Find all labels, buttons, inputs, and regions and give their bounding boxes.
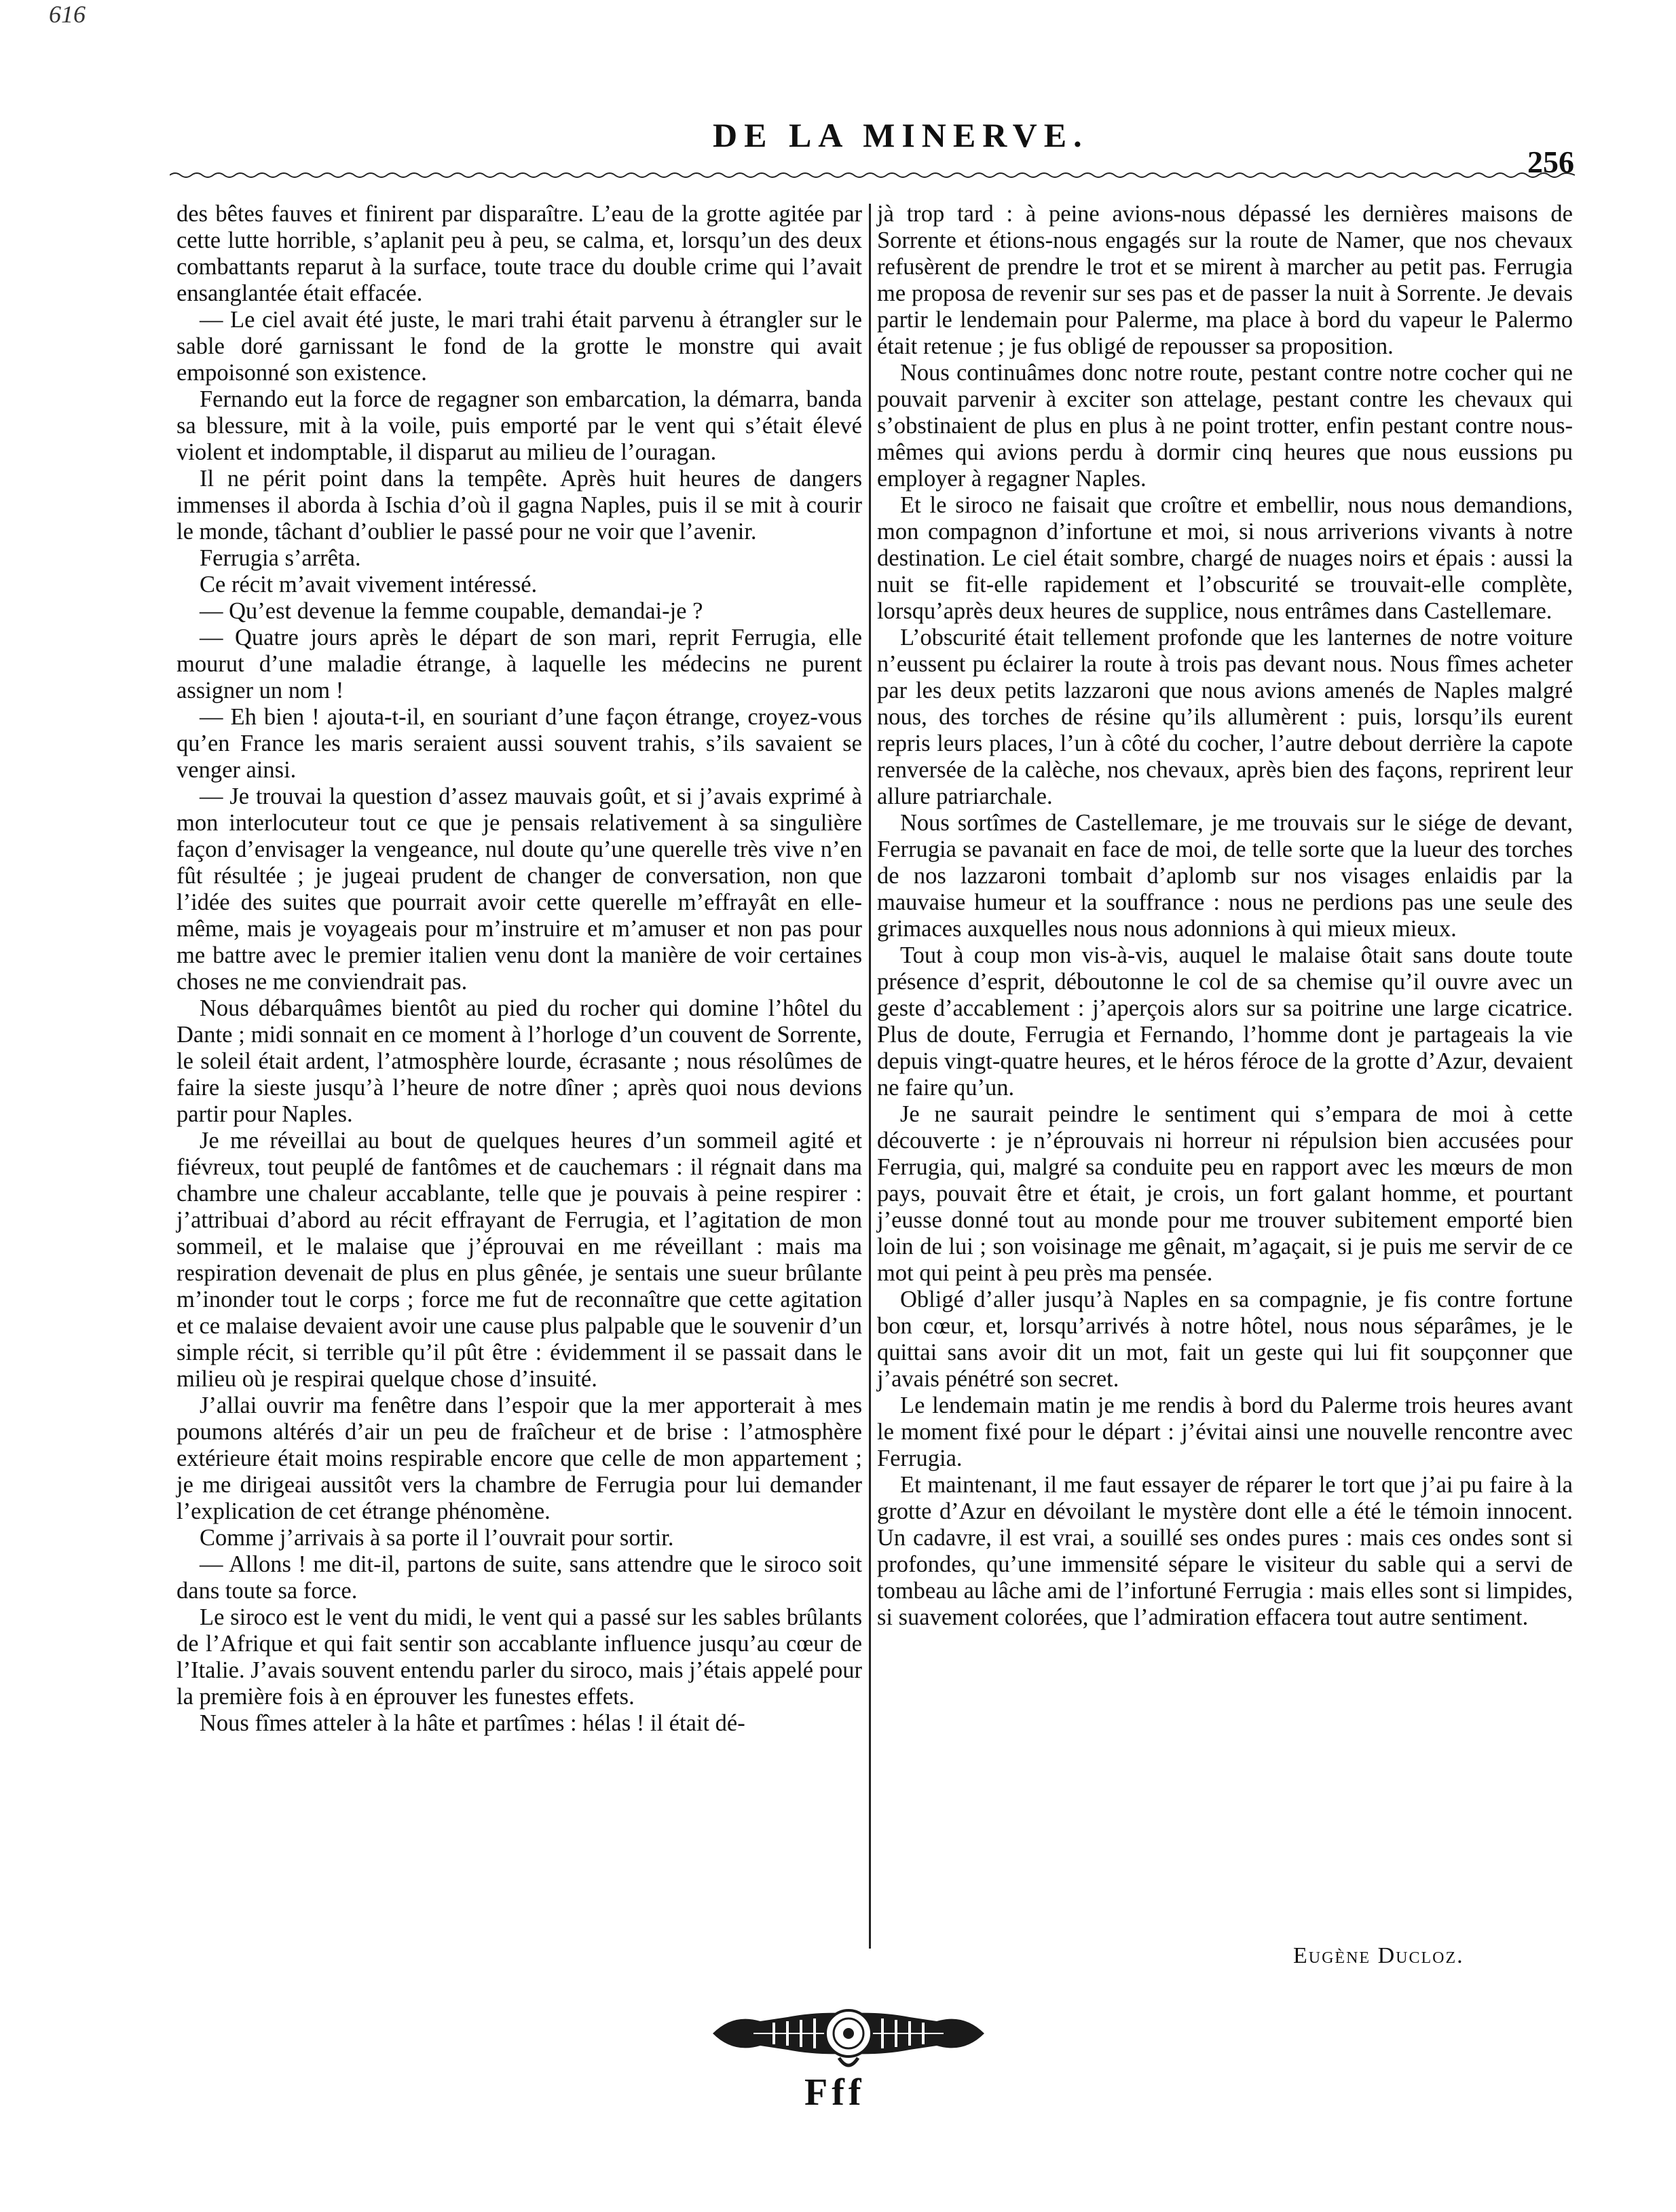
paragraph: J’allai ouvrir ma fenêtre dans l’espoir que la mer apporterait à mes poumons altérés d’air un peu de fraîcheur et de brise : l’atmosphère extérieure était moins respirable encore que celle de mon appartement ; je me dirigeai aussitôt vers la chambre de Ferrugia pour lui demander l’explication de cet étrange phénomène. <box>176 1393 862 1524</box>
paragraph: Tout à coup mon vis-à-vis, auquel le malaise ôtait sans doute toute présence d’esprit, déboutonne le col de sa chemise qu’il ouvre avec un geste d’accablement : j’aperçois alors sur sa poitrine une large cicatrice. Plus de doute, Ferrugia et Fernando, l’homme dont je partageais la vie depuis vingt-quatre heures, et le héros féroce de la grotte d’Azur, devaient ne faire qu’un. <box>877 942 1573 1101</box>
paragraph: — Eh bien ! ajouta-t-il, en souriant d’une façon étrange, croyez-vous qu’en France les maris seraient aussi souvent trahis, s’ils savaient se venger ainsi. <box>176 704 862 783</box>
decorative-tailpiece-icon <box>706 1993 991 2074</box>
paragraph: Et le siroco ne faisait que croître et embellir, nous nous demandions, mon compagnon d’infortune et moi, si nous arriverions vivants à notre destination. Le ciel était sombre, chargé de nuages noirs et épais : aussi la nuit se fit-elle rapidement et l’obscurité se trouvait-elle complète, lorsqu’après deux heures de supplice, nous entrâmes dans Castellemare. <box>877 492 1573 624</box>
column-divider <box>869 204 871 1949</box>
paragraph: L’obscurité était tellement profonde que les lanternes de notre voiture n’eussent pu éclairer la route à trois pas devant nous. Nous fîmes acheter par les deux petits lazzaroni que nous avions amenés de Naples malgré nous, des torches de résine qu’ils allumèrent : puis, lorsqu’ils eurent repris leurs places, l’un à côté du cocher, l’autre debout derrière la capote renversée de la calèche, nos chevaux, après bien des façons, reprirent leur allure patriarchale. <box>877 625 1573 809</box>
paragraph: Comme j’arrivais à sa porte il l’ouvrait pour sortir. <box>200 1525 674 1551</box>
running-head: DE LA MINERVE. <box>713 116 1089 154</box>
paragraph: Ce récit m’avait vivement intéressé. <box>200 572 538 597</box>
paragraph: Le siroco est le vent du midi, le vent qui a passé sur les sables brûlants de l’Afrique et qui fait sentir son accablante influence jusqu’au cœur de l’Italie. J’avais souvent entendu parler du siroco, mais j’étais appelé pour la première fois à en éprouver les funestes effets. <box>176 1604 862 1710</box>
paragraph: Fernando eut la force de regagner son embarcation, la démarra, banda sa blessure, mit à la voile, puis emporté par le vent qui s’était élevé violent et indomptable, il disparut au milieu de l’ouragan. <box>176 386 862 465</box>
paragraph: jà trop tard : à peine avions-nous dépassé les dernières maisons de Sorrente et étions-nous engagés sur la route de Namer, que nos chevaux refusèrent de prendre le trot et se mirent à marcher au petit pas. Ferrugia me proposa de revenir sur ses pas et de passer la nuit à Sorrente. Je devais partir le lendemain pour Palerme, ma place à bord du vapeur le Palermo était retenue ; je fus obligé de repousser sa proposition. <box>877 201 1573 359</box>
right-column <box>877 201 1573 1631</box>
paragraph: Il ne périt point dans la tempête. Après huit heures de dangers immenses il aborda à Ischia d’où il gagna Naples, puis il se mit à courir le monde, tâchant d’oublier le passé pour ne voir que l’avenir. <box>176 466 862 545</box>
paragraph: — Le ciel avait été juste, le mari trahi était parvenu à étrangler sur le sable doré garnissant le fond de la grotte le monstre qui avait empoisonné son existence. <box>176 307 862 386</box>
paragraph: Le lendemain matin je me rendis à bord du Palerme trois heures avant le moment fixé pour le départ : j’évitai ainsi une nouvelle rencontre avec Ferrugia. <box>877 1393 1573 1471</box>
signature-mark: Fff <box>804 2071 865 2114</box>
paragraph: — Allons ! me dit-il, partons de suite, sans attendre que le siroco soit dans toute sa force. <box>176 1551 862 1604</box>
paragraph: Nous débarquâmes bientôt au pied du rocher qui domine l’hôtel du Dante ; midi sonnait en ce moment à l’horloge d’un couvent de Sorrente, le soleil était ardent, l’atmosphère lourde, écrasante ; nous résolûmes de faire la sieste jusqu’à l’heure de notre dîner ; après quoi nous devions partir pour Naples. <box>176 995 862 1127</box>
paragraph: — Quatre jours après le départ de son mari, reprit Ferrugia, elle mourut d’une maladie étrange, à laquelle les médecins ne purent assigner un nom ! <box>176 625 862 703</box>
paragraph: Ferrugia s’arrêta. <box>200 545 361 571</box>
handwritten-folio: 616 <box>49 1 86 28</box>
left-column <box>176 201 862 1737</box>
page-number: 256 <box>1527 145 1574 179</box>
paragraph: Et maintenant, il me faut essayer de réparer le tort que j’ai pu faire à la grotte d’Azur en dévoilant le mystère dont elle a été le témoin innocent. Un cadavre, il est vrai, a souillé ses ondes pures : mais ces ondes sont si profondes, qu’une immensité sépare le visiteur du sable qui a servi de tombeau au lâche ami de l’infortuné Ferrugia : mais elles sont si limpides, si suavement colorées, que l’admiration effacera tout autre sentiment. <box>877 1472 1573 1630</box>
header-wavy-rule <box>170 168 1575 182</box>
paragraph: — Je trouvai la question d’assez mauvais goût, et si j’avais exprimé à mon interlocuteur tout ce que je pensais relativement à sa singulière façon d’envisager la vengeance, nul doute qu’une querelle très vive n’en fût résultée ; je jugeai prudent de changer de conversation, non que l’idée des suites que pourrait avoir cette querelle m’effrayât en elle-même, mais je voyageais pour m’instruire et m’amuser et non pas pour me battre avec le premier italien venu dont la manière de voir certaines choses ne me conviendrait pas. <box>176 784 862 995</box>
paragraph: Je ne saurait peindre le sentiment qui s’empara de moi à cette découverte : je n’éprouvais ni horreur ni répulsion bien accusées pour Ferrugia, qui, malgré sa conduite peu en rapport avec les mœurs de mon pays, pouvait être et était, je crois, un fort galant homme, et pourtant j’eusse donné tout au monde pour me trouver subitement emporté bien loin de lui ; son voisinage me gênait, m’agaçait, si je puis me servir de ce mot qui peint à peu près ma pensée. <box>877 1101 1573 1286</box>
paragraph: Je me réveillai au bout de quelques heures d’un sommeil agité et fiévreux, tout peuplé de fantômes et de cauchemars : il régnait dans ma chambre une chaleur accablante, telle que je pouvais à peine respirer : j’attribuai d’abord au récit effrayant de Ferrugia, et l’agitation de mon sommeil, et le malaise que j’éprouvai en me réveillant : mais ma respiration devenait de plus en plus gênée, je sentais une sueur brûlante m’inonder tout le corps ; force me fut de reconnaître que cette agitation et ce malaise devaient avoir une cause plus palpable que le souvenir d’un simple récit, si terrible qu’il pût être : évidemment il se passait dans le milieu où je respirai quelque chose d’insuité. <box>176 1128 862 1392</box>
paragraph: Nous sortîmes de Castellemare, je me trouvais sur le siége de devant, Ferrugia se pavanait en face de moi, de telle sorte que la lueur des torches de nos lazzaroni tombait d’aplomb sur nos visages enlaidis par la mauvaise humeur et la souffrance : nous ne perdions pas une seule des grimaces auxquelles nous nous adonnions à qui mieux mieux. <box>877 810 1573 942</box>
paragraph: Nous continuâmes donc notre route, pestant contre notre cocher qui ne pouvait parvenir à exciter son attelage, pestant contre les chevaux qui s’obstinaient de plus en plus à ne point trotter, enfin pestant contre nous-mêmes qui avions perdu à dormir cinq heures que nous eussions pu employer à regagner Naples. <box>877 360 1573 492</box>
author-signature: Eugène Ducloz. <box>1293 1943 1464 1968</box>
paragraph: des bêtes fauves et finirent par disparaître. L’eau de la grotte agitée par cette lutte horrible, s’aplanit peu à peu, se calma, et, lorsqu’un des deux combattants reparut à la surface, toute trace du double crime qui l’avait ensanglantée était effacée. <box>176 201 862 306</box>
paragraph: Obligé d’aller jusqu’à Naples en sa compagnie, je fis contre fortune bon cœur, et, lorsqu’arrivés à notre hôtel, nous nous séparâmes, je le quittai sans avoir dit un mot, fait un geste qui lui fit soupçonner que j’avais pénétré son secret. <box>877 1287 1573 1392</box>
paragraph: — Qu’est devenue la femme coupable, demandai-je ? <box>200 598 703 624</box>
paragraph: Nous fîmes atteler à la hâte et partîmes : hélas ! il était dé- <box>200 1710 745 1736</box>
